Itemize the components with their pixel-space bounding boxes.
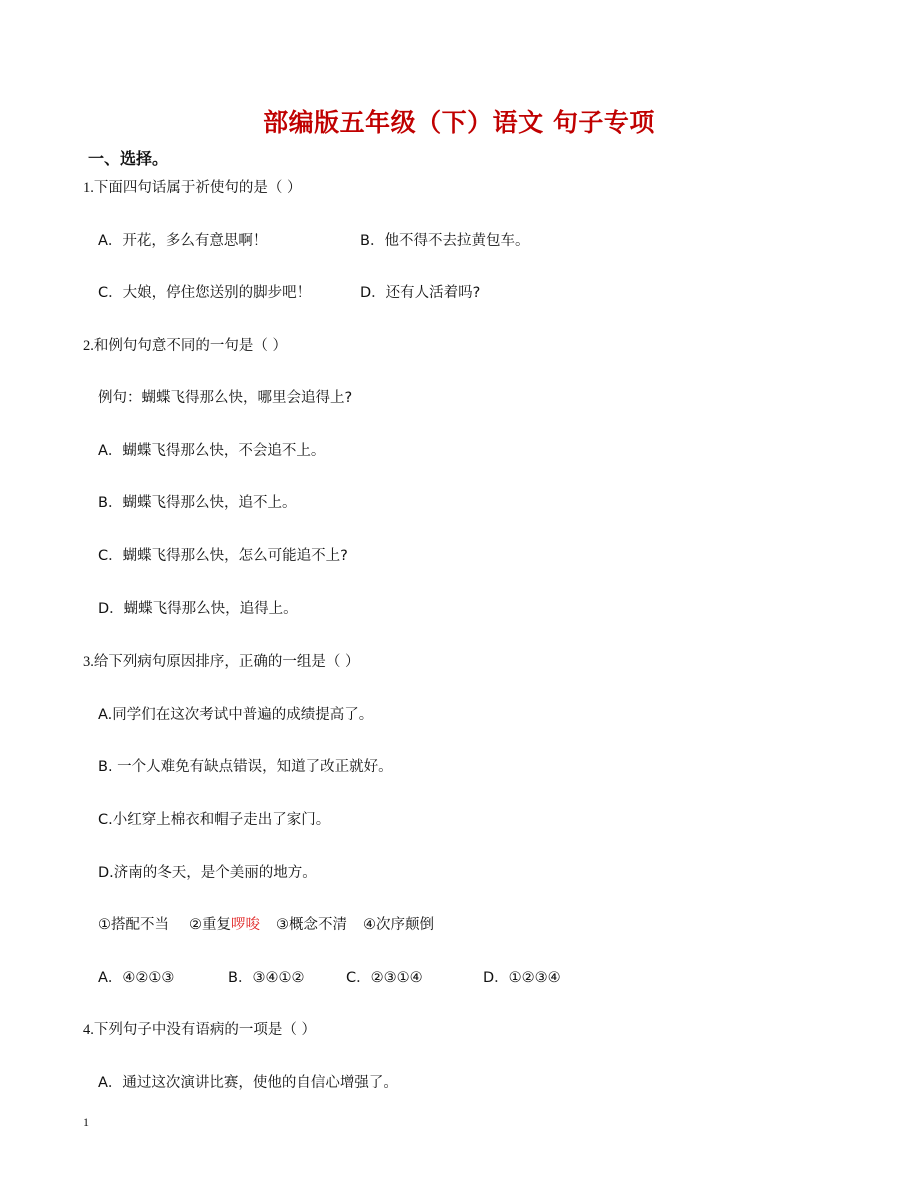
q3-sentence-c: C.小红穿上棉衣和帽子走出了家门。 — [98, 812, 331, 828]
q1-option-a: A．开花，多么有意思啊！ — [98, 233, 268, 249]
page-title: 部编版五年级（下）语文 句子专项 — [263, 108, 655, 137]
reason-4: ④次序颠倒 — [363, 917, 434, 933]
q2-option-b: B．蝴蝶飞得那么快，追不上。 — [98, 495, 297, 511]
section-heading: 一、选择。 — [88, 149, 169, 168]
question-number: 1. — [83, 180, 94, 196]
q3-choice-a: A．④②①③ — [98, 970, 175, 986]
q3-choice-c: C．②③①④ — [346, 970, 423, 986]
question-4 — [83, 1018, 316, 1039]
reason-1: ①搭配不当 — [98, 917, 169, 933]
q1-option-d: D．还有人活着吗? — [360, 285, 481, 301]
question-1 — [83, 176, 301, 197]
page-number: 1 — [83, 1115, 89, 1129]
question-3 — [83, 650, 359, 671]
question-number: 3. — [83, 654, 94, 670]
question-stem: 下列句子中没有语病的一项是（ ） — [93, 1022, 316, 1038]
q3-sentence-d: D.济南的冬天，是个美丽的地方。 — [98, 865, 317, 881]
question-stem: 和例句句意不同的一句是（ ） — [93, 338, 287, 354]
reason-3: ③概念不清 — [276, 917, 347, 933]
q3-sentence-a: A.同学们在这次考试中普遍的成绩提高了。 — [98, 707, 374, 723]
question-stem: 下面四句话属于祈使句的是（ ） — [93, 180, 302, 196]
question-number: 2. — [83, 338, 94, 354]
question-stem: 给下列病句原因排序，正确的一组是（ ） — [93, 654, 360, 670]
q1-option-b: B．他不得不去拉黄包车。 — [360, 233, 530, 249]
q4-option-a: A．通过这次演讲比赛，使他的自信心增强了。 — [98, 1075, 398, 1091]
q2-option-d: D．蝴蝶飞得那么快，追得上。 — [98, 601, 298, 617]
q3-reasons — [98, 913, 434, 934]
q2-example: 例句：蝴蝶飞得那么快，哪里会追得上? — [98, 390, 353, 406]
q1-option-c: C．大娘，停住您送别的脚步吧！ — [98, 285, 312, 301]
q3-sentence-b: B. 一个人难免有缺点错误，知道了改正就好。 — [98, 759, 393, 775]
q3-choice-b: B．③④①② — [228, 970, 305, 986]
q2-option-c: C．蝴蝶飞得那么快，怎么可能追不上? — [98, 548, 348, 564]
q2-option-a: A．蝴蝶飞得那么快，不会追不上。 — [98, 443, 326, 459]
q3-choice-d: D．①②③④ — [483, 970, 561, 986]
reason-2: ②重复 — [189, 917, 231, 933]
reason-2-highlight: 啰唆 — [231, 917, 260, 933]
question-2 — [83, 334, 287, 355]
question-number: 4. — [83, 1022, 94, 1038]
